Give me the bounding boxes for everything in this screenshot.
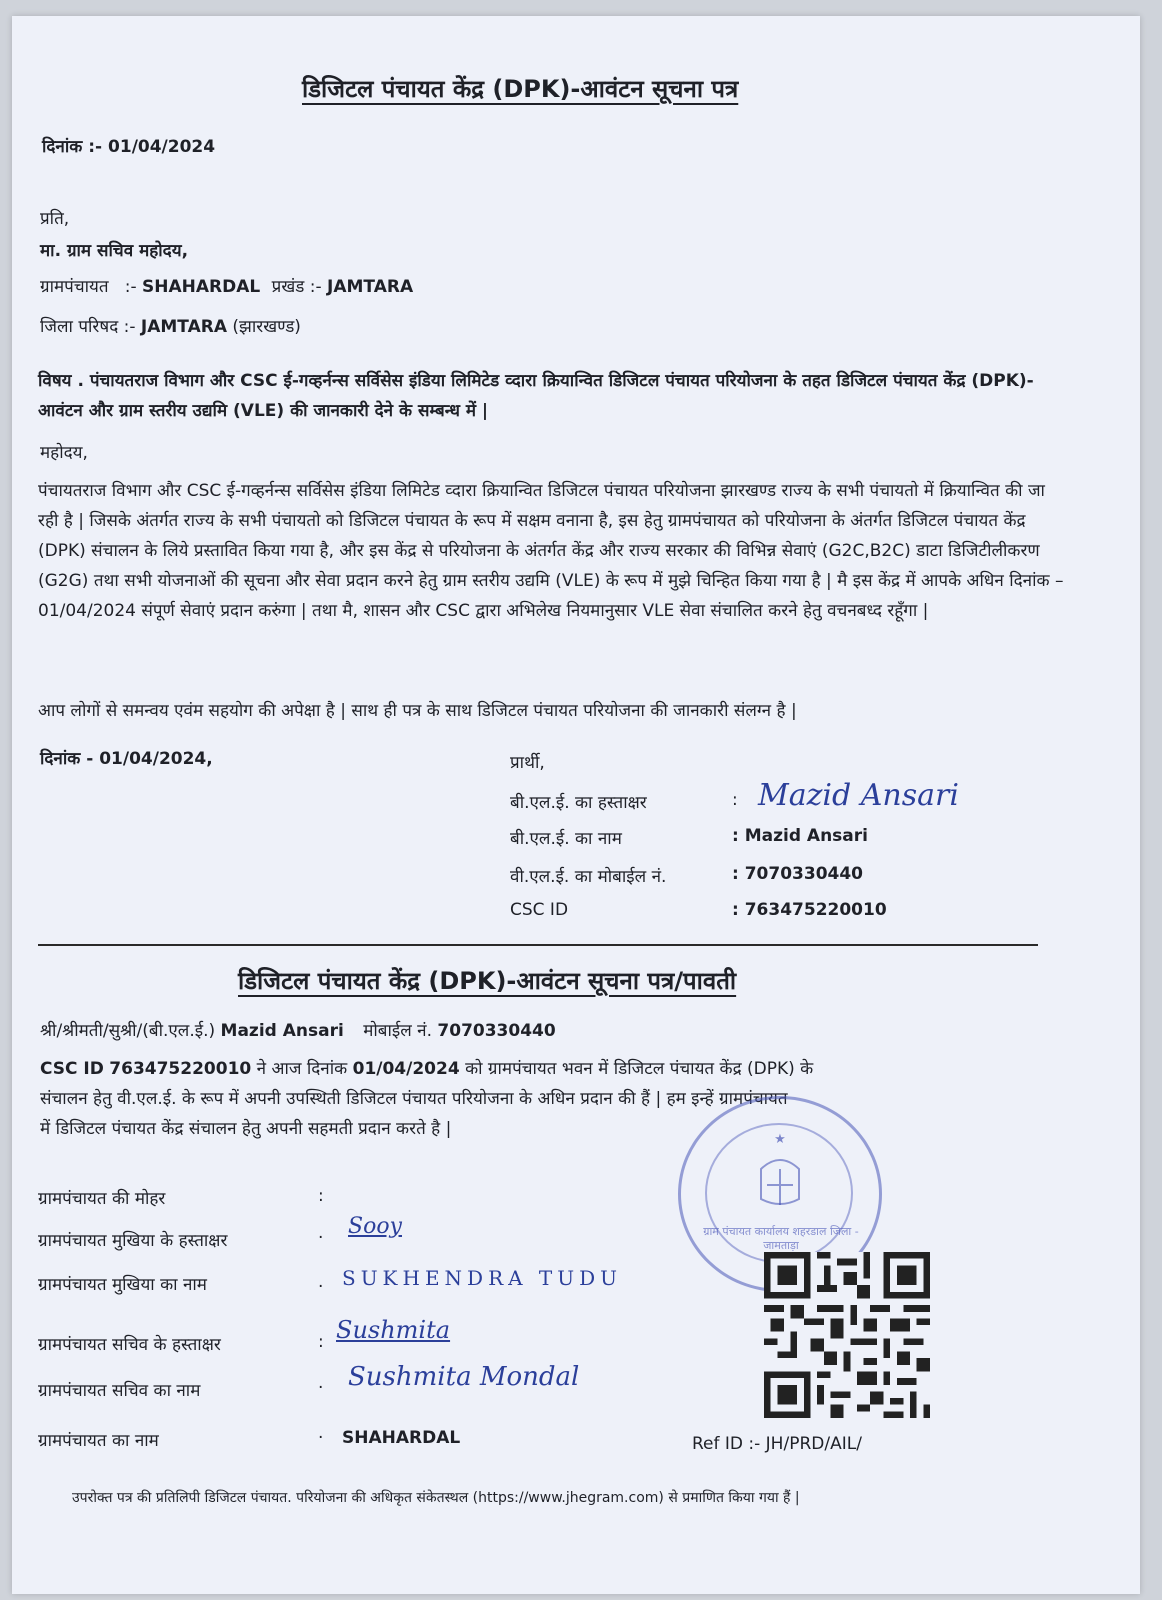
cooperation-line: आप लोगों से समन्वय एवंम सहयोग की अपेक्षा है | साथ ही पत्र के साथ डिजिटल पंचायत परियोजना की जानकारी संलग्न है | [38,701,797,721]
gp-name-value: SHAHARDAL [342,1428,461,1448]
receipt-title: डिजिटल पंचायत केंद्र (DPK)-आवंटन सूचना पत्र/पावती [238,967,737,995]
date-line [42,134,215,157]
receipt-person-name: Mazid Ansari [220,1021,344,1041]
gp-name-label: ग्रामपंचायत का नाम [38,1431,159,1451]
district-label: जिला परिषद :- [40,317,136,337]
applicant-signature-label: बी.एल.ई. का हस्ताक्षर [510,793,647,813]
gp-value: SHAHARDAL [142,277,261,297]
body-paragraph: पंचायतराज विभाग और CSC ई-गव्हर्नन्स सर्विसेस इंडिया लिमिटेड व्दारा क्रियान्वित डिजिटल पंचायत परियोजना झारखण्ड राज्य के सभी पंचायतो में क्रियान्वित की जा रही है | जिसके अंतर्गत राज्य के सभी पंचायतो को डिजिटल पंचायत के रूप में सक्षम वनाना है, इस हेतु ग्रामपंचायत को परियोजना के अंतर्गत डिजिटल पंचायत केंद्र (DPK) संचालन के लिये प्रस्तावित किया गया है, और इस केंद्र से परियोजना के अंतर्गत केंद्र और राज्य सरकार की विभिन्न सेवाएं (G2C,B2C) डाटा डिजिटीलीकरण (G2G) तथा सभी योजनाओं की सूचना और सेवा प्रदान करने हेतु ग्राम स्तरीय उद्यमि (VLE) के रूप में मुझे चिन्हित किया गया है | मै इस केंद्र में आपके अधिन दिनांक – 01/04/2024 संपूर्ण सेवाएं प्रदान करुंगा | तथा मै, शासन और CSC द्वारा अभिलेख नियमानुसार VLE सेवा संचालित करने हेतु वचनबध्द रहूँगा | [38,481,1064,621]
greeting: महोदय, [40,443,88,463]
applicant-name-line: : Mazid Ansari [732,826,868,846]
mukhiya-name: SUKHENDRA TUDU [342,1266,623,1290]
section-divider [38,944,1038,946]
applicant-mobile-line: : 7070330440 [732,864,864,884]
colon: : [318,1332,324,1352]
receipt-mobile-label: मोबाईल नं. [363,1021,432,1041]
mukhiya-name-label: ग्रामपंचायत मुखिया का नाम [38,1275,207,1295]
receipt-body-line3: में डिजिटल पंचायत केंद्र संचालन हेतु अपनी सहमती प्रदान करते है | [40,1119,452,1139]
applicant-csc-id: 763475220010 [744,900,887,920]
receipt-body-1: ने आज दिनांक [256,1059,348,1079]
gp-label: ग्रामपंचायत :- [40,277,137,297]
recipient-to: प्रति, [40,209,70,229]
block-value: JAMTARA [327,277,414,297]
recipient-district-line [40,314,301,337]
colon: · [318,1428,324,1448]
footer-note: उपरोक्त पत्र की प्रतिलिपी डिजिटल पंचायत. परियोजना की अधिकृत संकेतस्थल (https://www.jhegram.com) से प्रमाणित किया गया हैं | [72,1490,800,1506]
applicant-name: Mazid Ansari [744,826,868,846]
applicant-csc-line: : 763475220010 [732,900,887,920]
mukhiya-signature-label: ग्रामपंचायत मुखिया के हस्ताक्षर [38,1231,228,1251]
colon: . [318,1272,324,1292]
recipient-gp-line [40,274,413,297]
receipt-person-line [40,1018,556,1041]
mukhiya-signature: Sooy [348,1214,402,1239]
applicant-name-label: बी.एल.ई. का नाम [510,829,622,849]
recipient-salutation: मा. ग्राम सचिव महोदय, [40,241,189,261]
qr-code-icon [764,1252,930,1418]
applicant-signature: Mazid Ansari [758,778,959,813]
subject-paragraph: विषय . पंचायतराज विभाग और CSC ई-गव्हर्नन्स सर्विसेस इंडिया लिमिटेड व्दारा क्रियान्वित डिजिटल पंचायत परियोजना के तहत डिजिटल पंचायत केंद्र (DPK)-आवंटन और ग्राम स्तरीय उद्यमि (VLE) की जानकारी देने के सम्बन्ध में | [38,371,1034,421]
receipt-csc-label: CSC ID [40,1059,104,1079]
seal-text: ग्राम पंचायत कार्यालय शहरडाल जिला - जामताड़ा [703,1225,859,1252]
colon: · [318,1228,324,1248]
secretary-signature: Sushmita [336,1316,451,1344]
receipt-body-2: को ग्रामपंचायत भवन में डिजिटल पंचायत केंद्र (DPK) के [465,1059,814,1079]
district-value: JAMTARA [140,317,227,337]
secretary-name-label: ग्रामपंचायत सचिव का नाम [38,1381,201,1401]
date-value: 01/04/2024 [108,137,216,157]
colon: : [732,790,738,810]
receipt-body-line2: संचालन हेतु वी.एल.ई. के रूप में अपनी उपस्थिती डिजिटल पंचायत परियोजना के अधिन प्रदान की हैं | हम इन्हें ग्रामपंचायत [40,1089,788,1109]
letter-page [12,16,1140,1594]
receipt-body-date: 01/04/2024 [352,1059,460,1079]
receipt-person-label: श्री/श्रीमती/सुश्री/(बी.एल.ई.) [40,1021,216,1041]
colon: · [318,1378,324,1398]
applicant-csc-label: CSC ID [510,900,569,920]
receipt-body-line1 [40,1056,813,1079]
sign-date: दिनांक - 01/04/2024, [40,749,213,769]
applicant-mobile: 7070330440 [744,864,864,884]
receipt-csc-value: 763475220010 [109,1059,252,1079]
applicant-heading: प्रार्थी, [510,753,545,773]
secretary-signature-label: ग्रामपंचायत सचिव के हस्ताक्षर [38,1335,221,1355]
date-label: दिनांक :- [42,137,103,157]
receipt-mobile-value: 7070330440 [437,1021,556,1041]
colon: : [318,1186,324,1206]
seal-row-label: ग्रामपंचायत की मोहर [38,1189,166,1209]
block-label: प्रखंड :- [271,277,322,297]
applicant-mobile-label: वी.एल.ई. का मोबाईल नं. [510,867,667,887]
district-state: (झारखण्ड) [232,317,301,337]
page-title: डिजिटल पंचायत केंद्र (DPK)-आवंटन सूचना पत्र [302,75,739,103]
ref-id: Ref ID :- JH/PRD/AIL/ [692,1434,862,1454]
svg-text:★: ★ [774,1132,786,1147]
secretary-name: Sushmita Mondal [348,1362,580,1392]
